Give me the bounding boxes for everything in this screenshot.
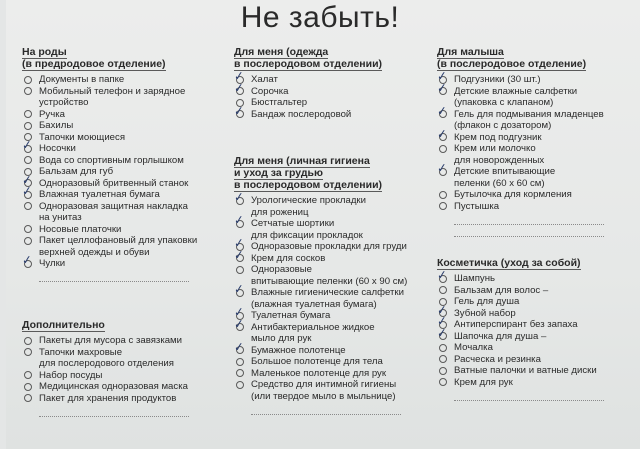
item-label: Бальзам для волос – [454, 284, 549, 296]
checkmark-icon: ✓ [233, 281, 245, 297]
item-label: впитывающие пеленки (60 х 90 см) [251, 275, 408, 287]
blank-line[interactable] [39, 404, 189, 417]
checkmark-icon: ✓ [233, 304, 245, 320]
item-label: Носочки [39, 143, 76, 154]
item-label: Пакет для хранения продуктов [39, 392, 177, 404]
checklist-item[interactable] [22, 393, 189, 405]
item-label: (флакон с дозатором) [454, 120, 552, 131]
item-label: Крем под подгузник [454, 131, 542, 143]
checkmark-icon: ✓ [436, 313, 448, 329]
item-label: Пакеты для мусора с завязками [39, 335, 183, 346]
checkmark-icon: ✓ [233, 80, 245, 95]
checkmark-icon: ✓ [233, 212, 245, 228]
item-label: Маленькое полотенце для рук [251, 367, 387, 379]
checklist [22, 335, 189, 404]
checkmark-icon: ✓ [233, 235, 245, 251]
item-label: Бальзам для губ [39, 166, 114, 177]
checklist-item[interactable] [22, 235, 197, 258]
item-label: Расческа и резинка [454, 353, 541, 365]
heading-line: Для меня (личная гигиена [234, 155, 370, 167]
item-label: Крем для сосков [251, 252, 326, 264]
item-label: для новорожденных [454, 154, 545, 166]
checklist-item[interactable] [233, 316, 407, 345]
blank-line[interactable] [454, 212, 604, 225]
heading-line: Дополнительно [22, 319, 105, 331]
item-label: Бандаж послеродовой [251, 108, 352, 120]
checkbox-circle-icon[interactable] [439, 286, 447, 294]
checklist-item[interactable] [233, 189, 407, 218]
checkbox-circle-icon[interactable] [24, 122, 32, 130]
checklist-item[interactable] [21, 172, 197, 190]
item-label: Пустышка [454, 200, 500, 212]
checklist-item[interactable] [233, 103, 382, 121]
checklist-item[interactable] [437, 342, 604, 354]
blank-line[interactable] [454, 388, 604, 401]
checklist-item[interactable] [233, 339, 407, 357]
item-label: устройство [39, 97, 89, 108]
checklist-item[interactable] [234, 356, 407, 368]
checkbox-circle-icon[interactable] [24, 202, 32, 210]
heading-line: Для меня (одежда [234, 46, 329, 58]
checkbox-circle-icon[interactable] [439, 367, 447, 375]
checklist-item[interactable] [437, 354, 604, 366]
checkmark-icon: ✓ [436, 68, 448, 84]
checkmark-icon: ✓ [21, 137, 33, 153]
item-label: (или твердое мыло в мыльнице) [251, 390, 396, 402]
item-label: Большое полотенце для тела [251, 356, 383, 367]
section-mother-hygiene [234, 155, 407, 415]
item-label: Мочалка [454, 342, 493, 353]
checklist-item[interactable] [436, 80, 604, 109]
checkmark-icon: ✓ [233, 103, 245, 118]
checklist-item[interactable] [22, 224, 197, 236]
checklist-item[interactable] [437, 143, 604, 166]
section-baby [437, 46, 604, 237]
item-label: Ручка [39, 108, 65, 120]
checklist-item[interactable] [437, 365, 604, 377]
checklist-item[interactable] [233, 80, 382, 98]
checklist-item[interactable] [234, 368, 407, 380]
item-label: Пакет целлофановый для упаковки [39, 235, 198, 246]
checkbox-circle-icon[interactable] [236, 266, 244, 274]
checkbox-circle-icon[interactable] [24, 394, 32, 402]
item-label: для послеродового отделения [39, 358, 174, 369]
item-label: Гель для душа [454, 296, 520, 307]
item-label: Детские впитывающие [454, 166, 556, 177]
checklist-item[interactable] [22, 166, 197, 178]
item-label: верхней одежды и обуви [39, 246, 150, 258]
checkbox-circle-icon[interactable] [439, 355, 447, 363]
item-label: Бумажное полотенце [251, 344, 346, 356]
checklist-item[interactable] [436, 267, 604, 285]
item-label: на унитаз [39, 212, 82, 223]
section-heading [437, 257, 604, 269]
heading-line: На роды [22, 46, 67, 58]
section-heading [234, 46, 382, 70]
item-label: Бутылочка для кормления [454, 189, 572, 200]
checklist-item[interactable] [437, 285, 604, 297]
checklist [233, 189, 408, 402]
item-label: Документы в папке [39, 74, 125, 85]
checkmark-icon: ✓ [436, 103, 448, 118]
checkbox-circle-icon[interactable] [439, 202, 447, 210]
checkmark-icon: ✓ [233, 339, 245, 354]
checklist-item[interactable] [22, 86, 197, 109]
item-label: Одноразовые [251, 264, 313, 275]
checklist-item[interactable] [22, 347, 189, 370]
checkmark-icon: ✓ [436, 325, 448, 340]
item-label: (упаковка с клапаном) [454, 97, 554, 108]
checkmark-icon: ✓ [233, 316, 245, 331]
section-heading [22, 319, 189, 331]
item-label: Подгузники (30 шт.) [454, 74, 541, 85]
checkbox-circle-icon[interactable] [24, 225, 32, 233]
checkmark-icon: ✓ [436, 160, 448, 176]
checklist-item[interactable] [22, 370, 189, 382]
item-label: Туалетная бумага [251, 310, 331, 321]
checklist-item[interactable] [437, 189, 604, 201]
checklist-item[interactable] [234, 97, 382, 109]
page-title: Не забыть! [240, 1, 400, 34]
heading-line: и уход за грудью [234, 167, 323, 179]
checklist-item[interactable] [436, 325, 604, 343]
item-label: Влажные гигиенические салфетки [251, 287, 404, 298]
checkbox-circle-icon[interactable] [24, 337, 32, 345]
heading-line: (в предродовое отделение) [22, 58, 166, 70]
checklist [436, 68, 604, 212]
heading-line: в послеродовом отделении) [234, 179, 383, 191]
checkmark-icon: ✓ [436, 302, 448, 317]
item-label: мыло для рук [251, 333, 312, 344]
checkmark-icon: ✓ [21, 183, 33, 199]
item-label: Сетчатые шортики [251, 218, 335, 229]
item-label: Гель для подмывания младенцев [454, 108, 604, 120]
checkbox-circle-icon[interactable] [24, 156, 32, 164]
checkbox-circle-icon[interactable] [24, 383, 32, 391]
item-label: Сорочка [251, 85, 289, 97]
item-label: Бюстгальтер [251, 97, 308, 108]
checkmark-icon: ✓ [436, 267, 448, 283]
checklist-item[interactable] [233, 68, 382, 86]
checklist-item[interactable] [437, 296, 604, 308]
checklist-item[interactable] [22, 201, 197, 224]
item-label: Одноразовая защитная накладка [39, 200, 188, 212]
section-heading [22, 46, 197, 70]
blank-line[interactable] [454, 225, 604, 238]
item-label: Влажная туалетная бумага [39, 189, 160, 200]
item-label: Носовые платочки [39, 223, 122, 235]
item-label: Чулки [39, 258, 66, 269]
checklist-item[interactable] [22, 109, 197, 121]
checklist-item[interactable] [22, 155, 197, 167]
item-label: Крем для рук [454, 376, 513, 388]
checkmark-icon: ✓ [233, 247, 245, 262]
section-additional [22, 319, 189, 417]
checkbox-circle-icon[interactable] [236, 381, 244, 389]
checklist [22, 74, 197, 270]
item-label: для фиксации прокладок [251, 229, 363, 241]
checklist-item[interactable] [436, 302, 604, 320]
item-label: Мобильный телефон и зарядное [39, 85, 186, 97]
checklist-item[interactable] [437, 201, 604, 213]
checklist-item[interactable] [22, 120, 197, 132]
item-label: Одноразовые прокладки для груди [251, 241, 407, 252]
checkmark-icon: ✓ [21, 172, 33, 187]
checklist [233, 68, 382, 120]
checklist [436, 267, 604, 388]
item-label: Зубной набор [454, 307, 516, 319]
item-label: (влажная туалетная бумага) [251, 298, 377, 310]
heading-line: Косметичка (уход за собой) [437, 257, 581, 269]
checklist-item[interactable] [436, 126, 604, 144]
blank-line[interactable] [251, 402, 401, 415]
checklist-item[interactable] [437, 377, 604, 389]
item-label: Набор посуды [39, 369, 103, 381]
item-label: Одноразовый бритвенный станок [39, 177, 189, 189]
checkbox-circle-icon[interactable] [439, 344, 447, 352]
item-label: Тапочки моющиеся [39, 131, 126, 143]
checkbox-circle-icon[interactable] [24, 76, 32, 84]
checkbox-circle-icon[interactable] [236, 369, 244, 377]
item-label: Халат [251, 74, 278, 85]
heading-line: Для малыша [437, 46, 504, 58]
checklist-item[interactable] [22, 335, 189, 347]
checklist-item[interactable] [22, 74, 197, 86]
checkbox-circle-icon[interactable] [24, 348, 32, 356]
checklist-item[interactable] [234, 379, 407, 402]
blank-line[interactable] [39, 270, 189, 283]
checkmark-icon: ✓ [233, 189, 245, 205]
checkmark-icon: ✓ [21, 252, 33, 268]
heading-line: в послеродовом отделении) [234, 58, 383, 70]
checklist-item[interactable] [22, 132, 197, 144]
section-heading [234, 155, 407, 191]
checklist-item[interactable] [233, 247, 407, 265]
checkbox-circle-icon[interactable] [236, 358, 244, 366]
heading-line: (в послеродовое отделение) [437, 58, 587, 70]
checkmark-icon: ✓ [233, 68, 245, 84]
checklist-item[interactable] [436, 68, 604, 86]
item-label: Антиперспирант без запаха [454, 319, 578, 330]
checkbox-circle-icon[interactable] [24, 110, 32, 118]
checkbox-circle-icon[interactable] [24, 237, 32, 245]
checklist-item[interactable] [22, 381, 189, 393]
item-label: Ватные палочки и ватные диски [454, 365, 597, 376]
item-label: для рожениц [251, 206, 309, 218]
checklist-item[interactable] [436, 103, 604, 132]
checklist-item[interactable] [233, 281, 407, 310]
item-label: Бахилы [39, 120, 74, 131]
section-for-labor [22, 46, 197, 282]
section-heading [437, 46, 604, 70]
item-label: Средство для интимной гигиены [251, 379, 397, 390]
item-label: Вода со спортивным горлышком [39, 154, 184, 166]
item-label: Антибактериальное жидкое [251, 321, 375, 333]
checkbox-circle-icon[interactable] [439, 378, 447, 386]
section-mother-clothes [234, 46, 382, 120]
checkmark-icon: ✓ [436, 126, 448, 141]
checkbox-circle-icon[interactable] [439, 191, 447, 199]
item-label: Медицинская одноразовая маска [39, 381, 188, 392]
checkbox-circle-icon[interactable] [24, 371, 32, 379]
checklist-item[interactable] [234, 264, 407, 287]
item-label: Шапочка для душа – [454, 330, 547, 342]
item-label: Шампунь [454, 273, 496, 284]
item-label: Урологические прокладки [251, 195, 366, 206]
checkbox-circle-icon[interactable] [439, 145, 447, 153]
item-label: пеленки (60 х 60 см) [454, 177, 545, 189]
item-label: Тапочки махровые [39, 346, 123, 358]
checkmark-icon: ✓ [436, 80, 448, 95]
section-cosmetics [437, 257, 604, 401]
item-label: Детские влажные салфетки [454, 85, 578, 97]
item-label: Крем или молочко [454, 143, 536, 154]
checkbox-circle-icon[interactable] [24, 87, 32, 95]
